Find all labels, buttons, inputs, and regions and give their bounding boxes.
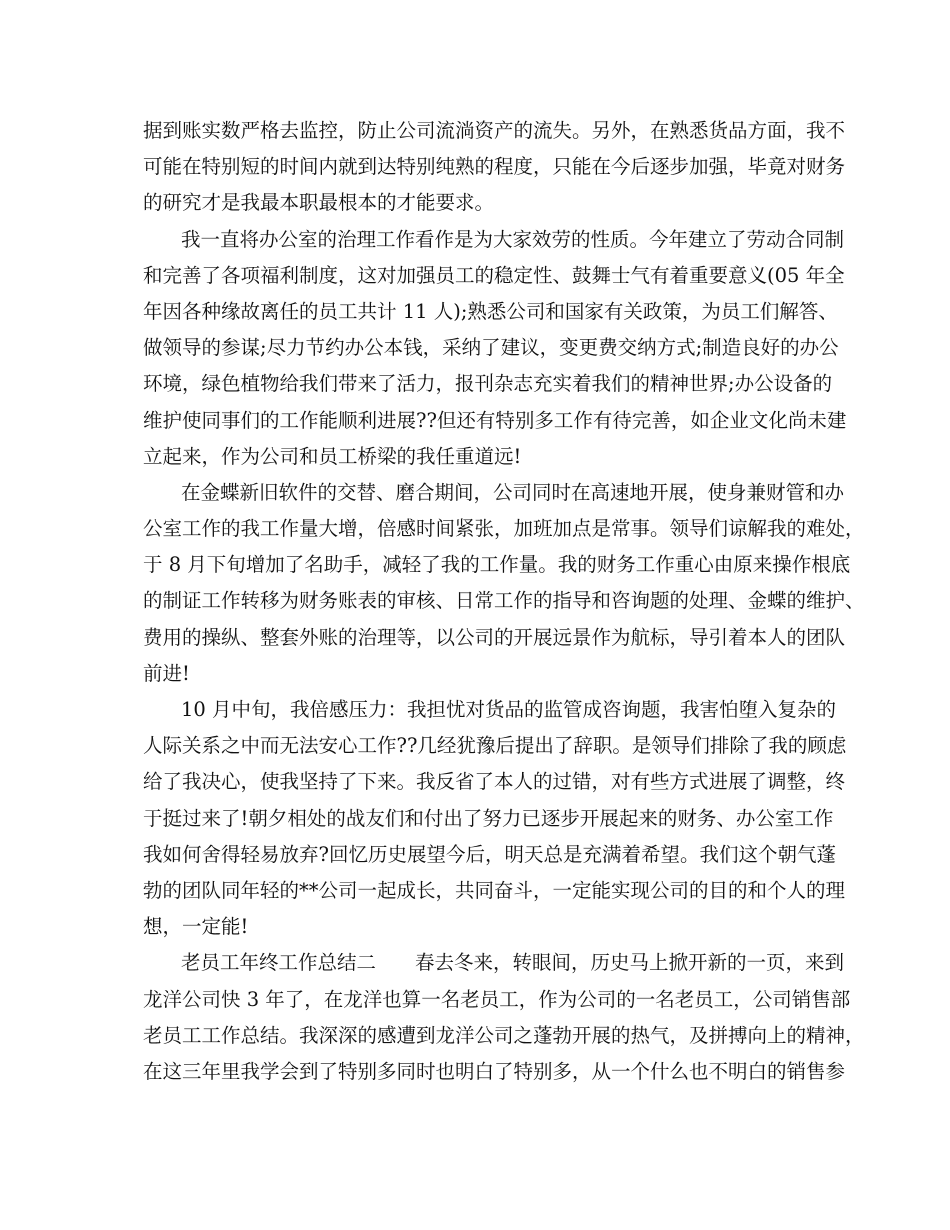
text-line: 年因各种缘故离任的员工共计 11 人);熟悉公司和国家有关政策，为员工们解答、 [143,299,838,323]
text-line: 在这三年里我学会到了特别多同时也明白了特别多，从一个什么也不明白的销售参 [143,1059,846,1083]
paragraph-start-line: 10 月中旬，我倍感压力：我担忧对货品的监管成咨询题，我害怕堕入复杂的 [181,698,837,721]
text-line: 龙洋公司快 3 年了，在龙洋也算一名老员工，作为公司的一名老员工，公司销售部 [143,987,851,1011]
text-line: 我如何舍得轻易放弃?回忆历史展望今后，明天总是充满着希望。我们这个朝气蓬 [143,842,836,866]
text-line: 想，一定能! [143,915,249,939]
text-line: 人际关系之中而无法安心工作??几经犹豫后提出了辞职。是领导们排除了我的顾虑 [143,734,847,758]
text-line: 可能在特别短的时间内就到达特别纯熟的程度，只能在今后逐步加强，毕竟对财务 [143,155,846,179]
text-line: 于 8 月下旬增加了名助手，减轻了我的工作量。我的财务工作重心由原来操作根底 [143,553,851,577]
text-line: 费用的操纵、整套外账的治理等，以公司的开展远景作为航标，导引着本人的团队 [143,625,846,649]
text-line: 前进! [143,661,190,685]
text-line: 给了我决心，使我坚持了下来。我反省了本人的过错，对有些方式进展了调整，终 [143,770,846,794]
text-line: 的研究才是我最本职最根本的才能要求。 [143,191,495,215]
text-line: 勃的团队同年轻的**公司一起成长，共同奋斗，一定能实现公司的目的和个人的理 [143,878,846,902]
text-line: 环境，绿色植物给我们带来了活力，报刊杂志充实着我们的精神世界;办公设备的 [143,372,833,396]
text-line: 维护使同事们的工作能顺利进展??但还有特别多工作有待完善，如企业文化尚未建 [143,408,847,432]
paragraph-start-line: 在金蝶新旧软件的交替、磨合期间，公司同时在高速地开展，使身兼财管和办 [181,480,845,504]
paragraph-start-line: 老员工年终工作总结二 春去冬来，转眼间，历史马上掀开新的一页，来到 [181,951,845,975]
text-line: 据到账实数严格去监控，防止公司流淌资产的流失。另外，在熟悉货品方面，我不 [143,119,846,142]
paragraph-start-line: 我一直将办公室的治理工作看作是为大家效劳的性质。今年建立了劳动合同制 [181,227,845,251]
body-text [143,113,865,1090]
text-line: 公室工作的我工作量大增，倍感时间紧张，加班加点是常事。领导们谅解我的难处， [143,517,865,541]
text-line: 做领导的参谋;尽力节约办公本钱，采纳了建议，变更费交纳方式;制造良好的办公 [143,336,839,360]
text-line: 于挺过来了!朝夕相处的战友们和付出了努力已逐步开展起来的财务、办公室工作 [143,806,834,830]
text-line: 和完善了各项福利制度，这对加强员工的稳定性、鼓舞士气有着重要意义(05 年全 [143,263,845,287]
text-line: 老员工工作总结。我深深的感遭到龙洋公司之蓬勃开展的热气，及拼搏向上的精神， [143,1023,865,1047]
text-line: 立起来，作为公司和员工桥梁的我任重道远! [143,444,522,468]
text-line: 的制证工作转移为财务账表的审核、日常工作的指导和咨询题的处理、金蝶的维护、 [143,589,865,613]
